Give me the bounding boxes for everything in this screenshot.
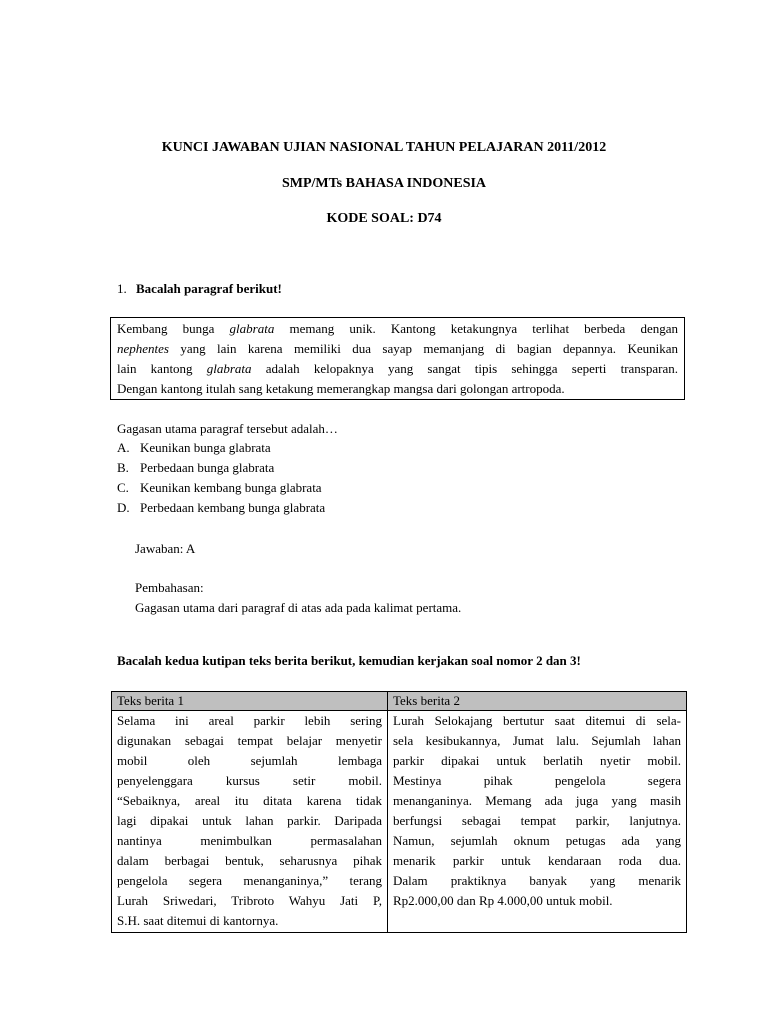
news-2-line: sela kesibukannya, Jumat lalu. Sejumlah lahan: [393, 733, 681, 748]
question-instruction: Bacalah paragraf berikut!: [136, 281, 282, 296]
news-2-line: menarik parkir untuk kendaraan roda dua.: [393, 853, 681, 868]
question-number: 1.: [117, 281, 127, 296]
exam-code: KODE SOAL: D74: [326, 211, 442, 226]
question-prompt: Gagasan utama paragraf tersebut adalah…: [117, 421, 338, 436]
passage-line: lain kantong glabrata adalah kelopaknya yang sangat tipis sehingga seperti transparan.: [117, 361, 678, 376]
news-2-line: Lurah Selokajang bertutur saat ditemui di sela-: [393, 713, 681, 728]
document-subtitle: SMP/MTs BAHASA INDONESIA: [281, 176, 487, 191]
news-1-line: Selama ini areal parkir lebih sering: [117, 713, 382, 728]
news-2-line: Namun, sejumlah oknum petugas ada yang: [393, 833, 681, 848]
news-1-line: mobil oleh sejumlah lembaga: [117, 753, 382, 768]
news-table-body-row: [112, 711, 687, 933]
news-1-line: S.H. saat ditemui di kantornya.: [117, 913, 279, 928]
news-2-line: parkir dipakai untuk berlatih nyetir mobil.: [393, 753, 681, 768]
answer-text: Jawaban: A: [135, 541, 196, 556]
option-c: C. Keunikan kembang bunga glabrata: [117, 480, 322, 495]
news-1-line: “Sebaiknya, areal itu ditata karena tidak: [117, 793, 382, 808]
news-1-line: penyelenggara kursus setir mobil.: [117, 773, 382, 788]
news-table: [111, 691, 687, 933]
news-1-header: Teks berita 1: [112, 692, 388, 711]
news-2-text: [388, 711, 687, 933]
news-2-line: Rp2.000,00 dan Rp 4.000,00 untuk mobil.: [393, 893, 613, 908]
discussion-text: Gagasan utama dari paragraf di atas ada pada kalimat pertama.: [135, 600, 462, 615]
option-a: A. Keunikan bunga glabrata: [117, 440, 271, 455]
news-1-line: lagi dipakai untuk lahan parkir. Daripada: [117, 813, 382, 828]
news-1-line: pengelola segera menanganinya,” terang: [117, 873, 382, 888]
option-d: D. Perbedaan kembang bunga glabrata: [117, 500, 326, 515]
passage-line: Kembang bunga glabrata memang unik. Kantong ketakungnya terlihat berbeda dengan: [117, 321, 678, 336]
passage-box: [110, 317, 685, 400]
news-2-line: menanganinya. Memang ada juga yang masih: [393, 793, 681, 808]
passage-line: Dengan kantong itulah sang ketakung memerangkap mangsa dari golongan artropoda.: [117, 381, 565, 396]
news-table-header-row: [112, 692, 687, 711]
news-1-line: digunakan sebagai tempat belajar menyetir: [117, 733, 382, 748]
option-b: B. Perbedaan bunga glabrata: [117, 460, 275, 475]
news-1-line: Lurah Sriwedari, Tribroto Wahyu Jati P,: [117, 893, 382, 908]
document-title: KUNCI JAWABAN UJIAN NASIONAL TAHUN PELAJARAN 2011/2012: [161, 140, 607, 155]
news-instruction: Bacalah kedua kutipan teks berita berikut, kemudian kerjakan soal nomor 2 dan 3!: [117, 653, 581, 668]
passage-line: nephentes yang lain karena memiliki dua sayap memanjang di bagian depannya. Keunikan: [117, 341, 678, 356]
news-2-line: Mestinya pihak pengelola segera: [393, 773, 681, 788]
news-1-text: [112, 711, 388, 933]
news-2-line: Dalam praktiknya banyak yang menarik: [393, 873, 681, 888]
news-2-line: berfungsi sebagai tempat parkir, lanjutnya.: [393, 813, 681, 828]
discussion-title: Pembahasan:: [135, 580, 204, 595]
news-2-header: Teks berita 2: [388, 692, 687, 711]
news-1-line: dalam berbagai bentuk, seharusnya pihak: [117, 853, 382, 868]
news-1-line: nantinya menimbulkan permasalahan: [117, 833, 382, 848]
